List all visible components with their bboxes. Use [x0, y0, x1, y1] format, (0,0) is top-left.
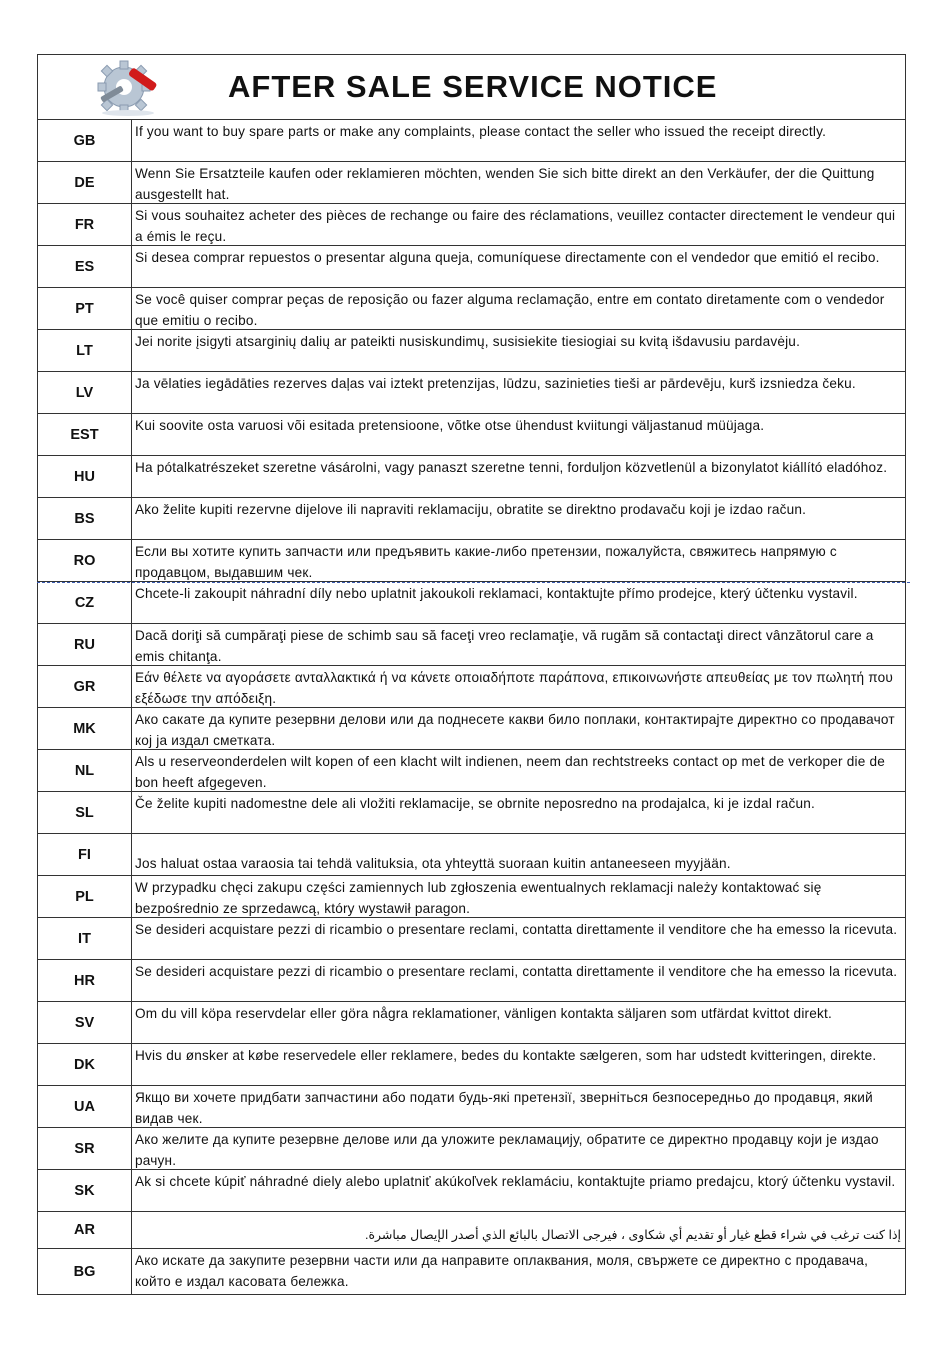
notice-text: Ja vēlaties iegādāties rezerves daļas vai iztekt pretenzijas, lūdzu, sazinieties tieši ar pārdevēju, kurš izsniedza čeku. [135, 376, 856, 391]
country-code: IT [38, 918, 132, 959]
notice-row-lv [38, 372, 905, 414]
notice-text: Jos haluat ostaa varaosia tai tehdä valituksia, ota yhteyttä suoraan kuitin antaneeseen myyjään. [135, 855, 731, 871]
country-code: SV [38, 1002, 132, 1043]
notice-row-pl [38, 876, 905, 918]
notice-row-sl [38, 792, 905, 834]
notice-text: Ha pótalkatrészeket szeretne vásárolni, vagy panaszt szeretne tenni, forduljon közvetlenül a bizonylatot kiállító eladóhoz. [135, 460, 888, 475]
notice-text: Ako želite kupiti rezervne dijelove ili napraviti reklamaciju, obratite se direktno prodavaču koji je izdao račun. [135, 502, 807, 517]
notice-text: Si vous souhaitez acheter des pièces de rechange ou faire des réclamations, veuillez contacter directement le vendeur qui a émis le reçu. [135, 208, 896, 244]
country-code: SK [38, 1170, 132, 1211]
country-code: FI [38, 834, 132, 875]
service-tools-gear-icon [86, 55, 170, 117]
country-code: AR [38, 1212, 132, 1248]
notice-title: AFTER SALE SERVICE NOTICE [228, 69, 718, 104]
notice-row-bs [38, 498, 905, 540]
notice-row-sk [38, 1170, 905, 1212]
notice-text: Εάν θέλετε να αγοράσετε ανταλλακτικά ή να κάνετε οποιαδήποτε παράπονα, επικοινωνήστε απευθείας με τον πωλητή που εξέδωσε την απόδειξη. [135, 670, 894, 706]
country-code: HU [38, 456, 132, 497]
notice-row-hr [38, 960, 905, 1002]
notice-text: Jei norite įsigyti atsarginių dalių ar pateikti nusiskundimų, susisiekite tiesiogiai su kvitą išdavusiu pardavėju. [135, 334, 801, 349]
notice-text: Kui soovite osta varuosi või esitada pretensioone, võtke otse ühendust kviitungi väljastanud müüjaga. [135, 418, 765, 433]
notice-text: Hvis du ønsker at købe reservedele eller reklamere, bedes du kontakte sælgeren, som har udstedt kvitteringen, direkte. [135, 1048, 877, 1063]
notice-row-mk [38, 708, 905, 750]
country-code: SR [38, 1128, 132, 1169]
notice-text: Если вы хотите купить запчасти или предъявить какие-либо претензии, пожалуйста, свяжитесь напрямую с продавцом, выдавшим чек. [135, 544, 837, 580]
notice-text: Ak si chcete kúpiť náhradné diely alebo uplatniť akúkoľvek reklamáciu, kontaktujte priamo predajcu, ktorý účtenku vystavil. [135, 1174, 896, 1189]
notice-text: Dacă doriţi să cumpăraţi piese de schimb sau să faceţi vreo reclamaţie, vă rugăm să contactaţi direct vânzătorul care a emis chitanţa. [135, 628, 874, 664]
notice-text: Om du vill köpa reservdelar eller göra några reklamationer, vänligen kontakta säljaren som utfärdat kvittot direkt. [135, 1006, 832, 1021]
country-code: BS [38, 498, 132, 539]
country-code: PT [38, 288, 132, 329]
after-sale-notice-table [37, 54, 906, 1295]
notice-row-gb [38, 120, 905, 162]
country-code: HR [38, 960, 132, 1001]
notice-row-de [38, 162, 905, 204]
country-code: FR [38, 204, 132, 245]
notice-row-pt [38, 288, 905, 330]
notice-row-ar [38, 1212, 905, 1249]
country-code: DE [38, 162, 132, 203]
country-code: PL [38, 876, 132, 917]
notice-row-bg [38, 1249, 905, 1294]
country-code: LT [38, 330, 132, 371]
notice-row-ua [38, 1086, 905, 1128]
country-code: LV [38, 372, 132, 413]
country-code: MK [38, 708, 132, 749]
notice-text: Ако желите да купите резервне делове или да уложите рекламацију, обратите се директно продавцу који је издао рачун. [135, 1132, 879, 1168]
notice-text: Se desideri acquistare pezzi di ricambio o presentare reclami, contatta direttamente il venditore che ha emesso la ricevuta. [135, 922, 898, 937]
country-code: RU [38, 624, 132, 665]
notice-header [38, 55, 905, 120]
country-code: DK [38, 1044, 132, 1085]
notice-row-lt [38, 330, 905, 372]
notice-row-sr [38, 1128, 905, 1170]
notice-text: Se desideri acquistare pezzi di ricambio o presentare reclami, contatta direttamente il venditore che ha emesso la ricevuta. [135, 964, 898, 979]
notice-row-fi [38, 834, 905, 876]
notice-row-est [38, 414, 905, 456]
notice-row-it [38, 918, 905, 960]
notice-row-ru [38, 624, 905, 666]
country-code: ES [38, 246, 132, 287]
notice-rows [38, 120, 905, 1294]
country-code: EST [38, 414, 132, 455]
notice-text: If you want to buy spare parts or make any complaints, please contact the seller who issued the receipt directly. [135, 124, 827, 139]
notice-row-nl [38, 750, 905, 792]
country-code: CZ [38, 582, 132, 623]
notice-text: Chcete-li zakoupit náhradní díly nebo uplatnit jakoukoli reklamaci, kontaktujte přímo prodejce, který účtenku vystavil. [135, 586, 858, 601]
notice-text: إذا كنت ترغب في شراء قطع غيار أو تقديم أي شكاوى ، فيرجى الاتصال بالبائع الذي أصدر الإيصال مباشرة. [364, 1227, 901, 1242]
country-code: RO [38, 540, 132, 581]
notice-text: Se você quiser comprar peças de reposição ou fazer alguma reclamação, entre em contato diretamente com o vendedor que emitiu o recibo. [135, 292, 885, 328]
country-code: NL [38, 750, 132, 791]
notice-text: Якщо ви хочете придбати запчастини або подати будь-які претензії, зверніться безпосередньо до продавця, який видав чек. [135, 1090, 873, 1126]
country-code: BG [38, 1249, 132, 1294]
notice-text: Ако искате да закупите резервни части или да направите оплаквания, моля, свържете се директно с продавача, който е издал касовата бележка. [135, 1253, 869, 1289]
notice-row-ro [38, 540, 905, 582]
country-code: GR [38, 666, 132, 707]
notice-text: Če želite kupiti nadomestne dele ali vložiti reklamacije, se obrnite neposredno na prodajalca, ki je izdal račun. [135, 796, 815, 811]
notice-text: Si desea comprar repuestos o presentar alguna queja, comuníquese directamente con el vendedor que emitió el recibo. [135, 250, 880, 265]
notice-text: Ако сакате да купите резервни делови или да поднесете какви било поплаки, контактирајте директно со продавачот кој ја издал сметката. [135, 712, 895, 748]
notice-row-sv [38, 1002, 905, 1044]
notice-row-cz [38, 582, 905, 624]
dashed-divider [37, 582, 910, 583]
notice-row-es [38, 246, 905, 288]
notice-row-dk [38, 1044, 905, 1086]
country-code: GB [38, 120, 132, 161]
notice-row-gr [38, 666, 905, 708]
notice-row-fr [38, 204, 905, 246]
notice-row-hu [38, 456, 905, 498]
notice-text: Wenn Sie Ersatzteile kaufen oder reklamieren möchten, wenden Sie sich bitte direkt an den Verkäufer, der die Quittung ausgestellt hat. [135, 166, 875, 202]
notice-text: Als u reserveonderdelen wilt kopen of een klacht wilt indienen, neem dan rechtstreeks contact op met de verkoper die de bon heeft afgegeven. [135, 754, 885, 790]
country-code: SL [38, 792, 132, 833]
country-code: UA [38, 1086, 132, 1127]
notice-text: W przypadku chęci zakupu części zamiennych lub zgłoszenia ewentualnych reklamacji należy kontaktować się bezpośrednio ze sprzedawcą, który wystawił paragon. [135, 880, 822, 916]
